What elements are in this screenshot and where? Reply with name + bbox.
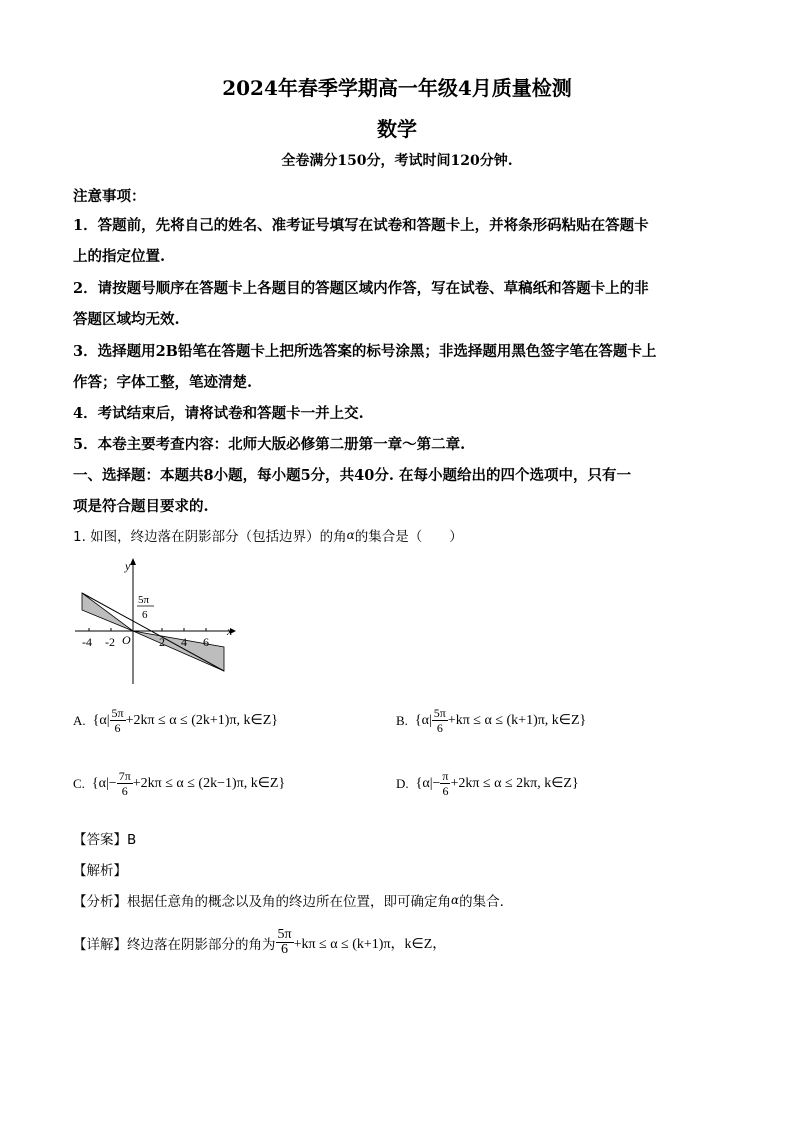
tick-label: -2 (105, 635, 115, 649)
option-c[interactable]: C. {α|− $\frac{7\pi}{6}$ +2kπ ≤ α ≤ (2k−1)π, k∈Z} (73, 769, 286, 798)
analysis-tag: 【解析】 (73, 863, 127, 879)
answer-line (73, 828, 136, 848)
option-d[interactable]: D. {α|− $\frac{\pi}{6}$ +2kπ ≤ α ≤ 2kπ, k∈Z} (396, 769, 579, 798)
alpha-symbol: α (451, 893, 460, 907)
option-b[interactable]: B. {α| $\frac{5\pi}{6}$ +kπ ≤ α ≤ (k+1)π, k∈Z} (396, 706, 587, 735)
note-line: 4．考试结束后，请将试卷和答题卡一并上交. (73, 405, 364, 422)
note-line: 3．选择题用2B铅笔在答题卡上把所选答案的标号涂黑；非选择题用黑色签字笔在答题卡上 (73, 343, 657, 360)
fraction: $\frac{5\pi}{6}$ (111, 706, 124, 735)
section-heading-line: 项是符合题目要求的. (73, 498, 209, 515)
fraction: $\frac{5\pi}{6}$ (433, 706, 446, 735)
tick-label: 6 (203, 635, 209, 649)
alpha-symbol: α (346, 528, 355, 542)
question-1-stem: 1. 如图，终边落在阴影部分（包括边界）的角α的集合是（ ） (73, 528, 463, 545)
y-axis-label: y (125, 559, 131, 573)
option-a[interactable]: A. {α| $\frac{5\pi}{6}$ +2kπ ≤ α ≤ (2k+1)π, k∈Z} (73, 706, 278, 735)
fraction: $\frac{\pi}{6}$ (442, 769, 449, 798)
answer-tag: 【答案】 (73, 832, 127, 848)
fenxi-tag: 【分析】 (73, 894, 127, 910)
analysis-line: 【分析】根据任意角的概念以及角的终边所在位置，即可确定角α的集合. (73, 893, 504, 910)
angle-label-numerator: 5π (138, 594, 150, 606)
detail-line: 【详解】 终边落在阴影部分的角为 $\frac{5\pi}{6}$ +kπ ≤ α ≤ (k+1)π，k∈Z， (73, 927, 447, 957)
angle-figure (72, 556, 237, 686)
note-line: 作答；字体工整，笔迹清楚. (73, 374, 253, 391)
full-score-line: 全卷满分150分，考试时间120分钟. (281, 153, 513, 169)
answer-value: B (127, 832, 137, 848)
tick-label: 4 (181, 635, 187, 649)
section-heading-line: 一、选择题：本题共8小题，每小题5分，共40分. 在每小题给出的四个选项中，只有一 (73, 467, 631, 484)
terminal-side-line (82, 593, 224, 671)
detail-tag: 【详解】 (73, 936, 127, 953)
shaded-region-left (82, 593, 133, 631)
y-axis-arrow (130, 558, 136, 565)
origin-label: O (122, 633, 131, 647)
note-line: 2．请按题号顺序在答题卡上各题目的答题区域内作答，写在试卷、草稿纸和答题卡上的非 (73, 280, 649, 297)
note-line: 5．本卷主要考查内容：北师大版必修第二册第一章～第二章. (73, 436, 466, 453)
subject-title: 数学 (377, 117, 417, 141)
note-line: 答题区域均无效. (73, 311, 180, 328)
tick-label: -4 (82, 635, 92, 649)
tick-label: 2 (159, 635, 165, 649)
shaded-region-right (133, 631, 224, 671)
fraction: $\frac{5\pi}{6}$ (277, 927, 292, 957)
angle-label-denominator: 6 (142, 609, 148, 621)
note-line: 1．答题前，先将自己的姓名、准考证号填写在试卷和答题卡上，并将条形码粘贴在答题卡 (73, 217, 649, 234)
notes-heading: 注意事项： (73, 188, 146, 205)
x-axis-label: x (227, 624, 233, 638)
exam-title: 2024年春季学期高一年级4月质量检测 (222, 76, 572, 100)
note-line: 上的指定位置. (73, 248, 166, 265)
fraction: $\frac{7\pi}{6}$ (118, 769, 131, 798)
